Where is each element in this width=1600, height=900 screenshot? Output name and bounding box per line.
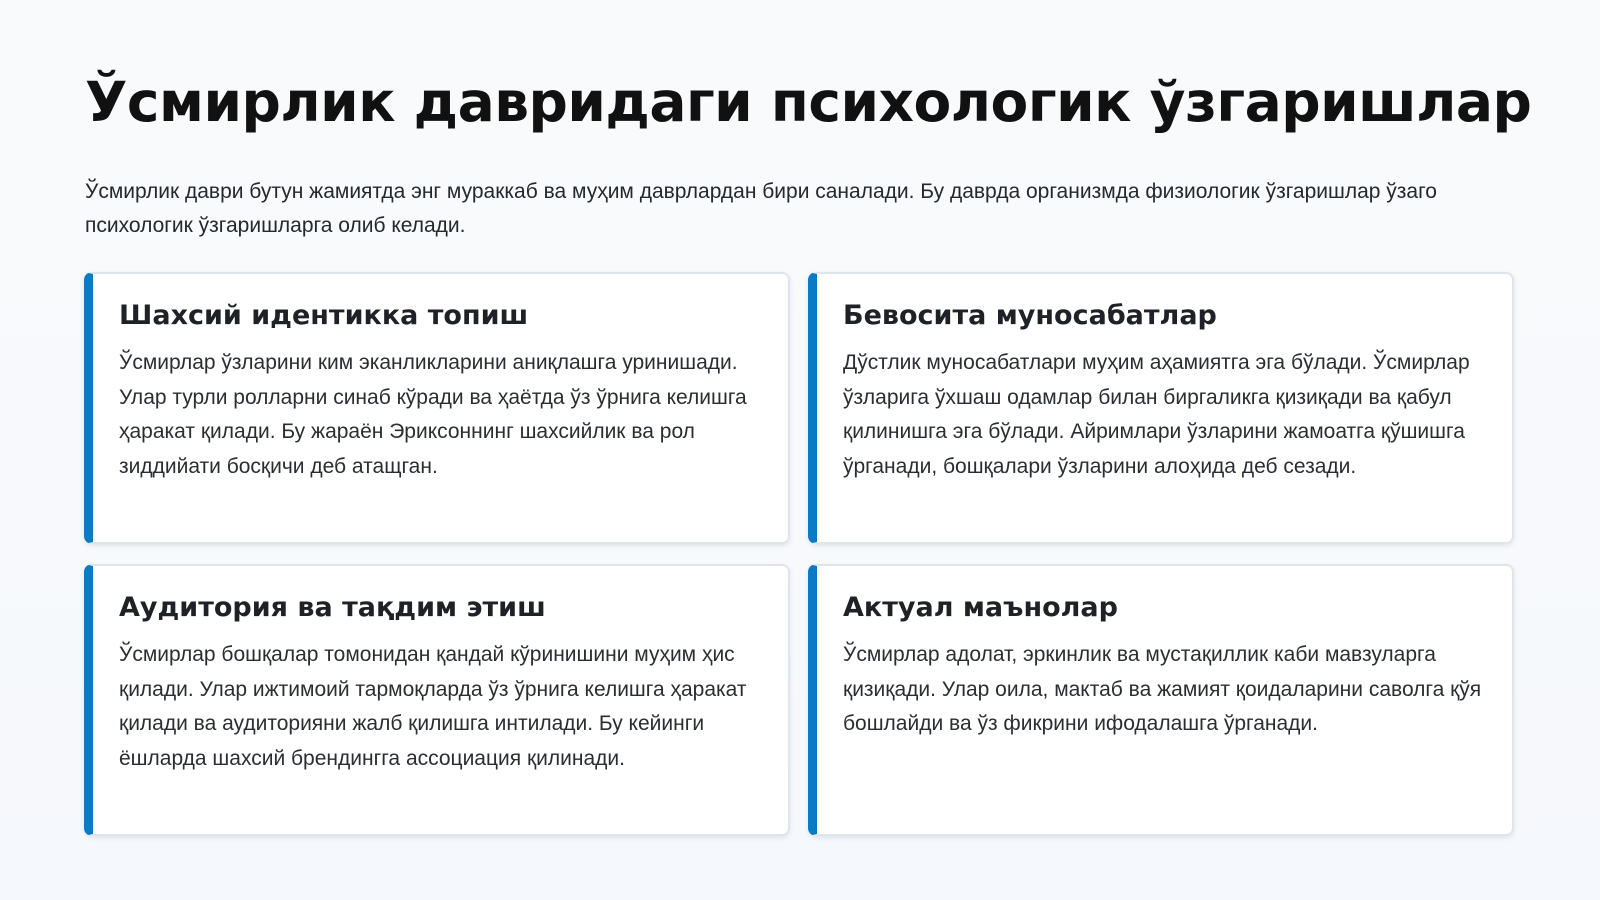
- card-text: Ўсмирлар адолат, эркинлик ва мустақиллик каби мавзуларга қизиқади. Улар оила, мактаб ва жамият қоидаларини саволга қўя бошлайди ва ўз фикрини ифодалашга ўрганади.: [843, 643, 1482, 735]
- card-audience: [84, 564, 790, 836]
- card-title: Актуал маънолар: [843, 592, 1118, 623]
- card-text: Ўсмирлар ўзларини ким эканликларини аниқлашга уринишади. Улар турли ролларни синаб кўради ва ҳаётда ўз ўрнига келишга ҳаракат қилади. Бу жараён Эриксоннинг шахсийлик ва рол зиддийати босқичи деб атащган.: [119, 351, 747, 478]
- cards-grid: [84, 272, 1514, 836]
- card-text: Ўсмирлар бошқалар томонидан қандай кўринишини муҳим ҳис қилади. Улар ижтимоий тармоқларда ўз ўрнига келишга ҳаракат қилади ва аудиторияни жалб қилишга интилади. Бу кейинги ёшларда шахсий брендингга ассоциация қилинади.: [119, 643, 747, 770]
- page-title: Ўсмирлик давридаги психологик ўзгаришлар: [85, 70, 1532, 134]
- card-relationships: [808, 272, 1514, 544]
- page-header: [85, 62, 1532, 243]
- card-identity: [84, 272, 790, 544]
- card-meanings: [808, 564, 1514, 836]
- card-title: Шахсий идентикка топиш: [119, 300, 529, 331]
- card-text: Дўстлик муносабатлари муҳим аҳамиятга эга бўлади. Ўсмирлар ўзларига ўхшаш одамлар билан биргаликга қизиқади ва қабул қилинишга эга бўлади. Айримлари ўзларини жамоатга қўшишга ўрганади, бошқалари ўзларини алоҳида деб сезади.: [843, 351, 1470, 478]
- card-title: Аудитория ва тақдим этиш: [119, 592, 546, 623]
- card-title: Бевосита муносабатлар: [843, 300, 1217, 331]
- intro-paragraph: Ўсмирлик даври бутун жамиятда энг мураккаб ва муҳим даврлардан бири саналади. Бу даврда организмда физиологик ўзгаришлар ўзаго психологик ўзгаришларга олиб келади.: [85, 180, 1437, 237]
